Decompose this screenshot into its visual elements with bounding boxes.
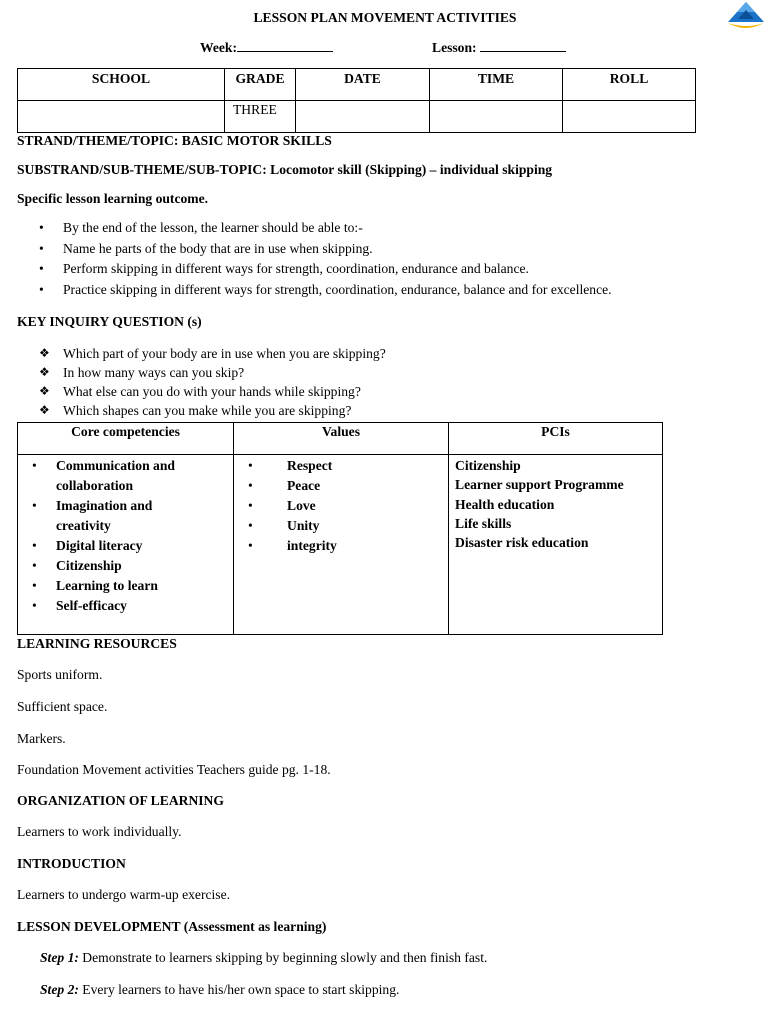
organization-text: Learners to work individually. (17, 824, 182, 839)
header-grade: GRADE (225, 69, 296, 101)
list-item: • Learning to learn (18, 576, 198, 596)
week-label: Week: (200, 39, 333, 56)
header-core-competencies: Core competencies (18, 423, 234, 455)
core-competencies-cell (18, 455, 234, 635)
step-1 (40, 950, 487, 966)
inquiry-heading: KEY INQUIRY QUESTION (s) (17, 314, 202, 329)
list-item: Life skills (455, 515, 512, 531)
info-table (17, 68, 696, 133)
list-item: Disaster risk education (455, 535, 589, 551)
values-cell (234, 455, 449, 635)
strand-heading: STRAND/THEME/TOPIC: BASIC MOTOR SKILLS (17, 133, 332, 148)
page-title: LESSON PLAN MOVEMENT ACTIVITIES (253, 10, 517, 25)
value-roll (563, 101, 696, 133)
step-label: Step 1: (40, 950, 79, 965)
list-item: • integrity (234, 536, 448, 556)
outcome-heading: Specific lesson learning outcome. (17, 191, 209, 206)
list-item: • Love (234, 496, 448, 516)
list-item: • Perform skipping in different ways for strength, coordination, endurance and balance. (17, 259, 612, 280)
organization-heading: ORGANIZATION OF LEARNING (17, 793, 224, 808)
resources-heading: LEARNING RESOURCES (17, 636, 177, 651)
lesson-label: Lesson: (432, 39, 566, 56)
outcome-list (17, 218, 612, 300)
list-item: • Citizenship (18, 556, 198, 576)
list-item: • Peace (234, 476, 448, 496)
value-date (296, 101, 430, 133)
header-values: Values (234, 423, 449, 455)
inquiry-list (17, 344, 386, 420)
resource-item: Foundation Movement activities Teachers guide pg. 1-18. (17, 762, 331, 777)
step-label: Step 2: (40, 982, 79, 997)
list-item: • Unity (234, 516, 448, 536)
list-item: • Digital literacy (18, 536, 198, 556)
header-pcis: PCIs (449, 423, 663, 455)
introduction-text: Learners to undergo warm-up exercise. (17, 887, 231, 902)
header-time: TIME (430, 69, 563, 101)
resource-item: Sports uniform. (17, 667, 103, 682)
step-2 (40, 982, 399, 998)
list-item: • Name he parts of the body that are in use when skipping. (17, 239, 612, 260)
list-item: ❖ In how many ways can you skip? (17, 363, 386, 382)
development-heading: LESSON DEVELOPMENT (Assessment as learning) (17, 919, 327, 934)
value-school (18, 101, 225, 133)
header-date: DATE (296, 69, 430, 101)
list-item: • Respect (234, 456, 448, 476)
step-text: Demonstrate to learners skipping by beginning slowly and then finish fast. (78, 950, 488, 965)
header-school: SCHOOL (18, 69, 225, 101)
list-item: Learner support Programme (455, 477, 624, 493)
competency-table (17, 422, 663, 635)
resource-item: Markers. (17, 731, 66, 746)
substrand-heading: SUBSTRAND/SUB-THEME/SUB-TOPIC: Locomotor skill (Skipping) – individual skipping (17, 162, 553, 177)
list-item: ❖ Which part of your body are in use when you are skipping? (17, 344, 386, 363)
list-item: ❖ What else can you do with your hands while skipping? (17, 382, 386, 401)
list-item: Health education (455, 496, 555, 512)
introduction-heading: INTRODUCTION (17, 856, 126, 871)
step-text: Every learners to have his/her own space to start skipping. (78, 982, 400, 997)
list-item: ❖ Which shapes can you make while you are skipping? (17, 401, 386, 420)
list-item: • By the end of the lesson, the learner should be able to:- (17, 218, 612, 239)
pcis-cell (449, 455, 663, 635)
value-time (430, 101, 563, 133)
list-item: • Practice skipping in different ways for strength, coordination, endurance, balance and for excellence. (17, 280, 612, 301)
list-item: • Self-efficacy (18, 596, 198, 616)
value-grade: THREE (225, 101, 296, 133)
list-item: Citizenship (455, 458, 521, 473)
header-roll: ROLL (563, 69, 696, 101)
list-item: • Imagination and creativity (18, 496, 198, 536)
resource-item: Sufficient space. (17, 699, 108, 714)
list-item: • Communication and collaboration (18, 456, 198, 496)
